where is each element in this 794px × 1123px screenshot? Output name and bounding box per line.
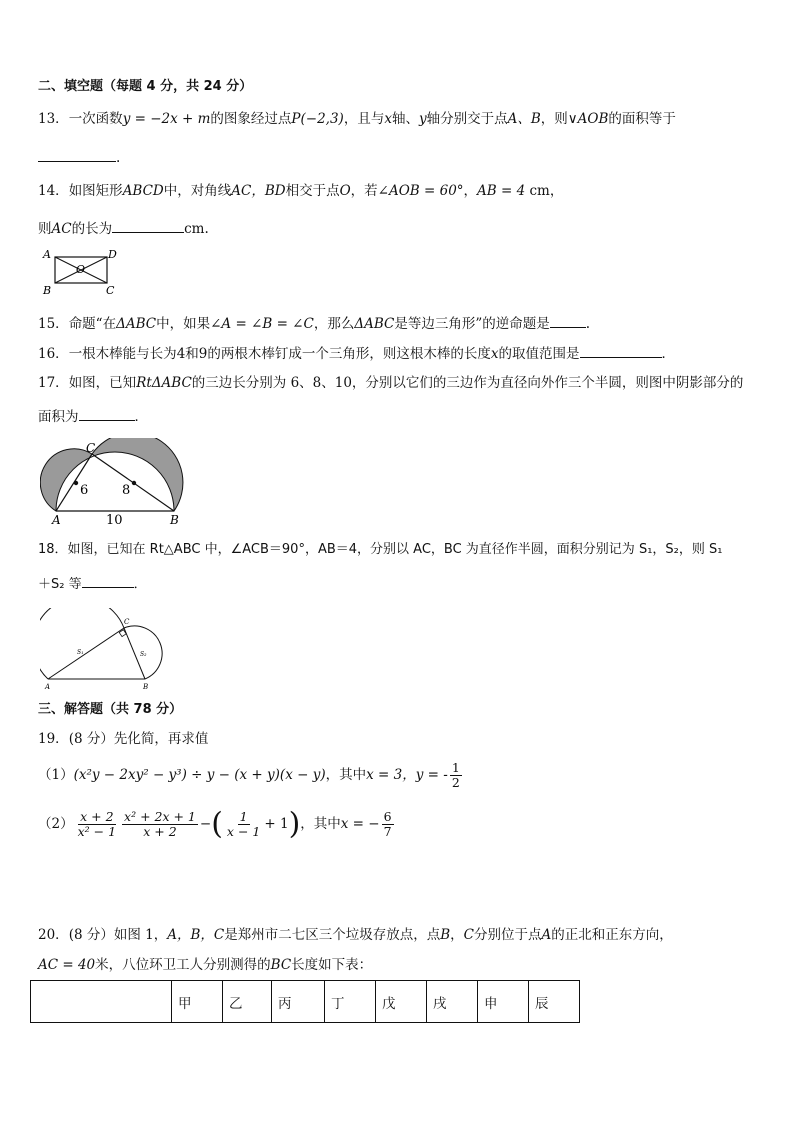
label-s1: S₁ [77,649,84,656]
text: 长度如下表： [291,957,373,973]
text: ，则 [540,111,568,127]
text: 是郑州市二七区三个垃圾存放点，点 [224,927,441,943]
text: 一根木棒能与长为 [68,346,177,362]
question-number: 19． [38,731,69,747]
table-row [31,981,580,1023]
section-title: 二、填空题（每题 4 分，共 24 分） [38,79,253,94]
text: cm， [525,183,564,199]
label-10: 10 [106,513,123,528]
text: 轴、 [391,111,419,127]
text: 的正北和正东方向， [551,927,673,943]
label-a: A [43,248,51,261]
label-a: A [52,513,61,527]
answer-blank[interactable] [38,147,116,162]
label-c: C [124,618,130,626]
table-header-cell [31,981,172,1023]
answer-blank[interactable] [82,573,134,588]
text: ，且与 [343,111,385,127]
text: 是等边三角形”的逆命题是 [394,316,550,332]
operator: − [199,816,212,832]
triangle: ΔABC [116,316,157,332]
question-number: 13． [38,111,69,127]
question-17-line2 [38,406,148,426]
fraction [122,810,198,839]
numerator: x + 2 [80,809,114,824]
label-6: 6 [80,483,89,498]
question-20-line2 [38,956,372,974]
y-value: ，y = - [402,767,448,783]
question-number: 18． [38,542,68,557]
diagonals: AC，BD [231,183,286,199]
text: 的面积等于 [608,111,676,127]
triangle: RtΔABC [136,375,192,391]
label-b: B [43,284,52,297]
text: 中，如果 [156,316,211,332]
question-14-line2 [38,218,209,238]
text: 一次函数 [68,111,123,127]
number: 4 [176,346,186,362]
text: 如图矩形 [68,183,123,199]
question-18-line2 [38,573,147,594]
point-a: A [541,927,552,943]
answer-line-13 [38,147,120,167]
text: 米，八位环卫工人分别测得的 [95,957,271,973]
text: ，那么 [313,316,355,332]
answer-blank[interactable] [550,313,586,328]
table-header-cell: 戊 [376,981,427,1023]
text: . [585,316,591,332]
denominator: x − 1 [226,824,261,839]
question-13 [38,110,676,128]
semicircles-figure [40,438,196,528]
label-b: B [170,513,179,527]
question-17 [38,374,743,392]
text: cm. [184,221,209,237]
paren: ) [288,806,301,842]
angle: ∠AOB = 60° [377,183,464,199]
number: 9 [198,346,208,362]
text: ， [450,927,464,943]
points: A、B [507,111,541,127]
label-c: C [86,441,96,455]
part-label: （1） [38,767,74,783]
text: ，其中 [325,767,367,783]
operator: + 1 [264,816,289,832]
label-a: A [45,683,51,691]
answer-blank[interactable] [79,406,135,421]
answer-blank[interactable] [580,343,662,358]
table-header-cell: 甲 [172,981,223,1023]
question-number: 14． [38,183,69,199]
denominator: x² − 1 [77,824,117,839]
section-title: 三、解答题（共 78 分） [38,702,183,717]
text: ， [463,183,478,199]
text: ＋S₂ 等 [38,577,82,592]
triangle: ∨AOB [567,111,609,127]
text: 中，对角线 [163,183,232,199]
expression: (x²y − 2xy² − y³) ÷ y − (x + y)(x − y) [73,767,326,783]
numerator: 1 [451,760,460,775]
table-header-cell: 申 [478,981,529,1023]
table-header-cell: 乙 [223,981,272,1023]
denominator: 7 [383,824,392,839]
question-16 [38,343,675,363]
text: (8 分）先化简，再求值 [68,731,209,747]
segment-bc: BC [270,957,292,973]
measurement-table [30,980,580,1023]
x-axis-var: x [384,111,392,127]
condition: ∠A = ∠B = ∠C [210,316,314,332]
fraction [450,761,462,790]
question-19-part2 [38,806,396,842]
question-19 [38,730,208,748]
denominator: 2 [451,775,460,790]
table-header-cell: 丁 [325,981,376,1023]
text: 和 [185,346,199,362]
answer-blank[interactable] [112,218,184,233]
question-19-part1 [38,760,464,790]
fraction [382,810,394,839]
formula: y = −2x + m [122,111,211,127]
text: 的图象经过点 [210,111,292,127]
point-o: O [339,183,351,199]
numerator: 1 [239,809,248,824]
text: ． [133,577,147,592]
numerator: 6 [383,809,392,824]
segment-ac: AC [51,221,72,237]
label-s2: S₂ [140,651,147,658]
semicircles-figure-18 [40,608,184,692]
label-8: 8 [122,483,131,498]
question-15 [38,313,590,333]
length-ab: AB = 4 [477,183,526,199]
length-ac: AC = 40 [38,957,96,973]
question-14 [38,182,563,200]
triangle: ΔABC [354,316,395,332]
question-20 [38,926,673,944]
x-value: x = 3 [366,767,403,783]
x-value: x = − [340,816,380,832]
points: A，B，C [167,927,225,943]
fraction [76,810,118,839]
text: ，其中 [300,816,341,832]
text: 则 [38,221,52,237]
table-header-cell: 辰 [529,981,580,1023]
point: P(−2,3) [291,111,344,127]
table-header-cell: 戌 [427,981,478,1023]
text: ． [134,409,148,425]
text: 的两根木棒钉成一个三角形，则这根木棒的长度 [207,346,491,362]
denominator: x + 2 [143,824,177,839]
text: 面积为 [38,409,79,425]
text: 的三边长分别为 6、8、10，分别以它们的三边作为直径向外作三个半圆，则图中阴影部分的 [191,375,744,391]
text: . [116,150,121,166]
label-o: O [76,263,86,276]
text: (8 分）如图 1， [68,927,168,943]
text: 如图，已知 [68,375,137,391]
text: 的取值范围是 [498,346,580,362]
variable: x [490,346,499,362]
text: 分别位于点 [473,927,542,943]
question-18 [38,541,722,559]
text: ，若 [350,183,378,199]
question-number: 16． [38,346,69,362]
question-number: 17． [38,375,69,391]
text: 相交于点 [285,183,340,199]
text: 命题“在 [68,316,117,332]
question-number: 15． [38,316,69,332]
point-c: C [463,927,474,943]
text: 轴分别交于点 [426,111,508,127]
paren: ( [211,806,223,842]
fraction [225,810,262,839]
numerator: x² + 2x + 1 [124,809,196,824]
question-number: 20． [38,927,69,943]
label-d: D [108,248,117,261]
rectangle-figure [38,245,122,297]
label-b: B [143,683,149,691]
y-axis-var: y [418,111,427,127]
label-c: C [106,284,115,297]
table-header-cell: 丙 [272,981,325,1023]
text: 如图，已知在 Rt△ABC 中，∠ACB＝90°，AB＝4，分别以 AC，BC 为直径作半圆，面积分别记为 S₁，S₂，则 S₁ [67,542,723,557]
part-label: （2） [38,816,74,832]
rect-name: ABCD [122,183,164,199]
text: ． [661,346,675,362]
point-b: B [440,927,451,943]
text: 的长为 [71,221,113,237]
